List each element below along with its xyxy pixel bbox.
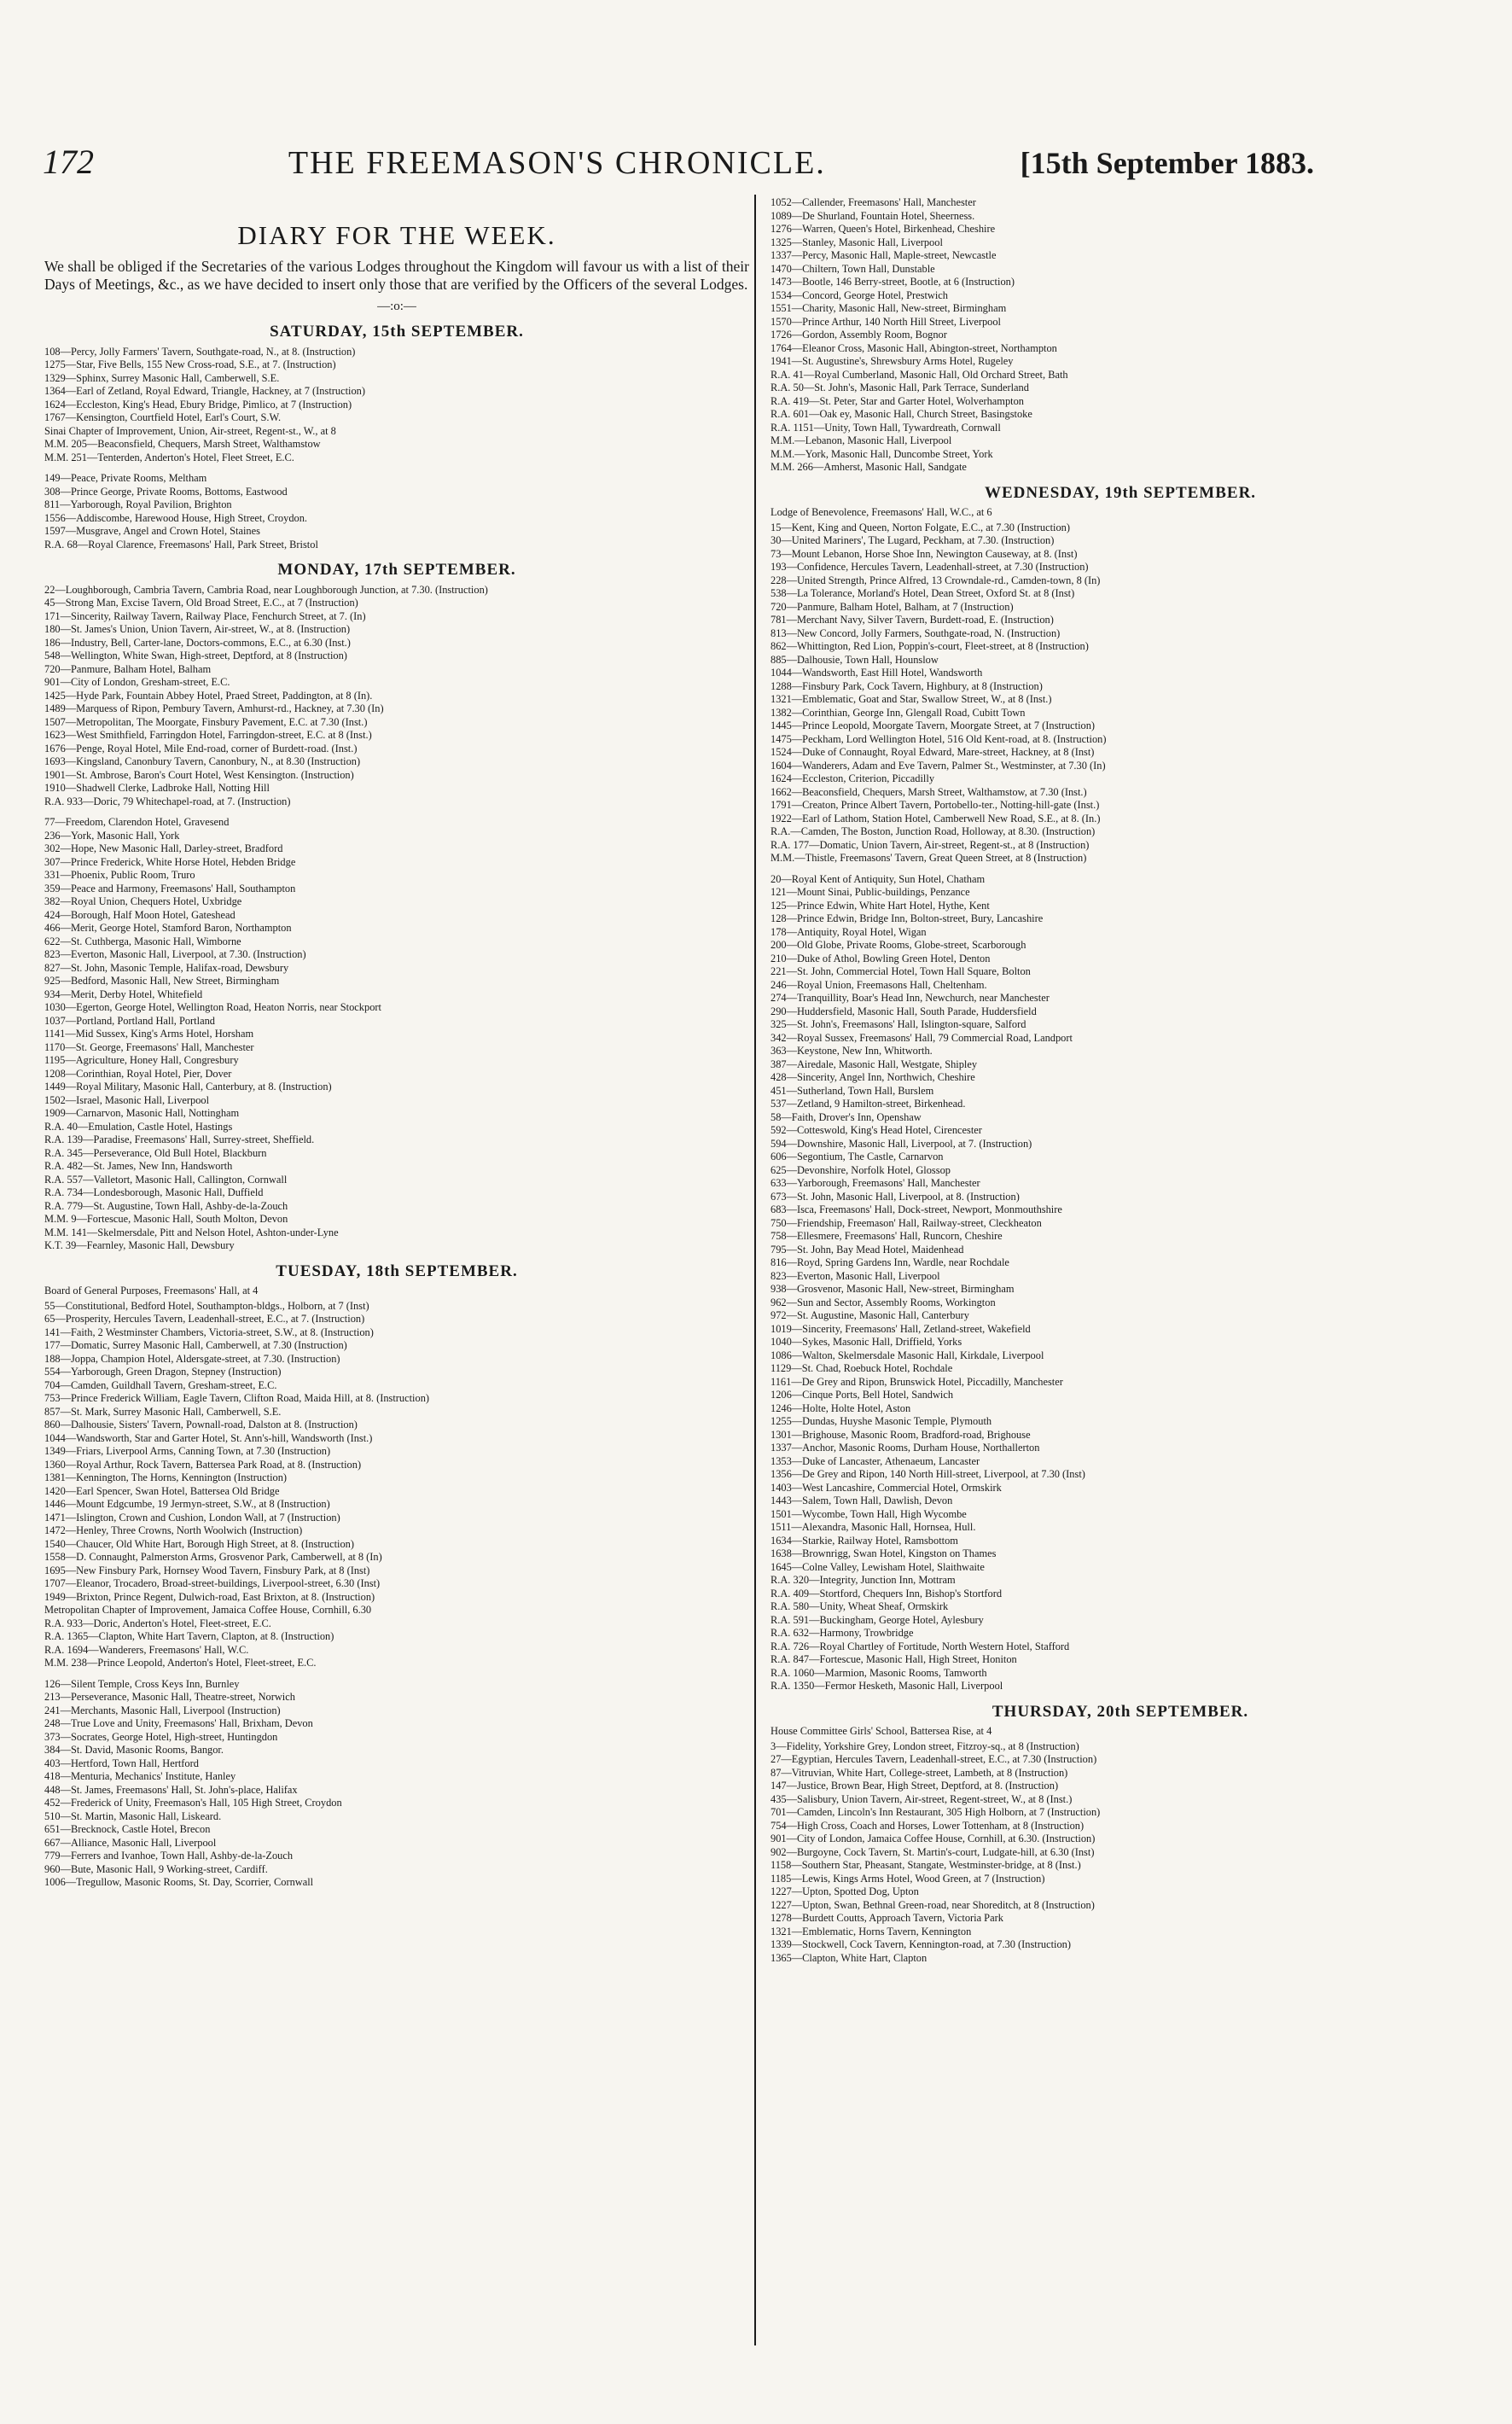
- lodge-entry: 466—Merit, George Hotel, Stamford Baron, Northampton: [44, 922, 292, 934]
- lodge-entry: 1909—Carnarvon, Masonic Hall, Nottingham: [44, 1107, 240, 1119]
- lodge-entry: 1339—Stockwell, Cock Tavern, Kennington-road, at 7.30 (Instruction): [771, 1938, 1071, 1950]
- lodge-entry: 1052—Callender, Freemasons' Hall, Manchester: [771, 196, 976, 208]
- lodge-entry: 1360—Royal Arthur, Rock Tavern, Battersea Park Road, at 8. (Instruction): [44, 1458, 362, 1471]
- lodge-entry: 1556—Addiscombe, Harewood House, High Street, Croydon.: [44, 511, 307, 524]
- lodge-entry: 1403—West Lancashire, Commercial Hotel, Ormskirk: [771, 1481, 1002, 1494]
- lodge-entry: R.A. 591—Buckingham, George Hotel, Aylesbury: [771, 1613, 984, 1626]
- separator: —:o:—: [377, 299, 416, 313]
- lodge-entry: 1227—Upton, Spotted Dog, Upton: [771, 1885, 919, 1897]
- lodge-entry: R.A. 50—St. John's, Masonic Hall, Park Terrace, Sunderland: [771, 382, 1029, 393]
- lodge-entry: M.M.—Lebanon, Masonic Hall, Liverpool: [771, 434, 952, 446]
- lodge-entry: R.A. 177—Domatic, Union Tavern, Air-street, Regent-st., at 8 (Instruction): [771, 838, 1090, 851]
- lodge-entry: 1337—Anchor, Masonic Rooms, Durham House, Northallerton: [771, 1442, 1040, 1454]
- page-header: [43, 142, 1314, 183]
- lodge-entry: 823—Everton, Masonic Hall, Liverpool: [771, 1269, 940, 1282]
- lodge-entry: R.A. 726—Royal Chartley of Fortitude, North Western Hotel, Stafford: [771, 1640, 1070, 1652]
- diary-intro: We shall be obliged if the Secretaries of the various Lodges throughout the Kingdom will favour us with a list of their Days of Meetings, &c., as we have decided to insert only those that are verified by the Officers of the several Lodges.: [44, 257, 749, 293]
- lodge-entry: 811—Yarborough, Royal Pavilion, Brighton: [44, 498, 232, 510]
- heading-tuesday: TUESDAY, 18th SEPTEMBER.: [276, 1262, 518, 1280]
- lodge-entry: M.M.—York, Masonic Hall, Duncombe Street, York: [771, 447, 993, 460]
- lodge-entry: 538—La Tolerance, Morland's Hotel, Dean Street, Oxford St. at 8 (Inst): [771, 587, 1075, 599]
- lodge-entry: 186—Industry, Bell, Carter-lane, Doctors-commons, E.C., at 6.30 (Inst.): [44, 636, 351, 649]
- lodge-entry: R.A. 779—St. Augustine, Town Hall, Ashby-de-la-Zouch: [44, 1199, 288, 1212]
- lodge-entry: 625—Devonshire, Norfolk Hotel, Glossop: [771, 1163, 951, 1176]
- lodge-entry: 827—St. John, Masonic Temple, Halifax-road, Dewsbury: [44, 961, 289, 974]
- lodge-entry: 667—Alliance, Masonic Hall, Liverpool: [44, 1836, 217, 1849]
- lodge-entry: 1472—Henley, Three Crowns, North Woolwich (Instruction): [44, 1524, 303, 1536]
- lodge-entry: M.M. 251—Tenterden, Anderton's Hotel, Fleet Street, E.C.: [44, 451, 294, 463]
- lodge-entry: 1922—Earl of Lathom, Station Hotel, Camberwell New Road, S.E., at 8. (In.): [771, 812, 1101, 825]
- lodge-entry: R.A. 139—Paradise, Freemasons' Hall, Surrey-street, Sheffield.: [44, 1133, 315, 1145]
- lodge-entry: 1540—Chaucer, Old White Hart, Borough High Street, at 8. (Instruction): [44, 1537, 355, 1550]
- issue-date: [15th September 1883.: [1020, 146, 1314, 180]
- lodge-entry: R.A. 40—Emulation, Castle Hotel, Hastings: [44, 1120, 233, 1133]
- lodge-entry: 1208—Corinthian, Royal Hotel, Pier, Dover: [44, 1067, 232, 1080]
- lodge-entry: 795—St. John, Bay Mead Hotel, Maidenhead: [771, 1243, 964, 1256]
- saturday-entries: [44, 346, 749, 552]
- lodge-entry: 1019—Sincerity, Freemasons' Hall, Zetland-street, Wakefield: [771, 1322, 1031, 1335]
- lodge-entry: 701—Camden, Lincoln's Inn Restaurant, 305 High Holborn, at 7 (Instruction): [771, 1806, 1101, 1818]
- lodge-entry: 147—Justice, Brown Bear, High Street, Deptford, at 8. (Instruction): [771, 1780, 1059, 1792]
- masthead-title: THE FREEMASON'S CHRONICLE.: [288, 145, 826, 181]
- lodge-entry: R.A. 557—Valletort, Masonic Hall, Callington, Cornwall: [44, 1173, 288, 1186]
- lodge-entry: 554—Yarborough, Green Dragon, Stepney (Instruction): [44, 1366, 282, 1378]
- lodge-entry: 126—Silent Temple, Cross Keys Inn, Burnley: [44, 1677, 240, 1690]
- lodge-entry: 1475—Peckham, Lord Wellington Hotel, 516 Old Kent-road, at 8. (Instruction): [771, 732, 1107, 745]
- lodge-entry: 1443—Salem, Town Hall, Dawlish, Devon: [771, 1495, 953, 1506]
- lodge-entry: 1329—Sphinx, Surrey Masonic Hall, Camberwell, S.E.: [44, 371, 280, 384]
- lodge-entry: 73—Mount Lebanon, Horse Shoe Inn, Newington Causeway, at 8. (Inst): [771, 547, 1078, 560]
- lodge-entry: 1662—Beaconsfield, Chequers, Marsh Street, Walthamstow, at 7.30 (Inst.): [771, 785, 1087, 798]
- lodge-entry: R.A. 1694—Wanderers, Freemasons' Hall, W.C.: [44, 1643, 249, 1656]
- wednesday-preamble: Lodge of Benevolence, Freemasons' Hall, W.C., at 6: [771, 506, 992, 518]
- lodge-entry: R.A. 1365—Clapton, White Hart Tavern, Clapton, at 8. (Instruction): [44, 1630, 334, 1642]
- lodge-entry: 331—Phoenix, Public Room, Truro: [44, 869, 195, 881]
- lodge-entry: 418—Menturia, Mechanics' Institute, Hanley: [44, 1770, 236, 1782]
- lodge-entry: M.M. 266—Amherst, Masonic Hall, Sandgate: [771, 461, 967, 473]
- lodge-entry: 221—St. John, Commercial Hotel, Town Hall Square, Bolton: [771, 965, 1031, 977]
- lodge-entry: 1446—Mount Edgcumbe, 19 Jermyn-street, S.W., at 8 (Instruction): [44, 1498, 330, 1510]
- lodge-entry: M.M. 205—Beaconsfield, Chequers, Marsh Street, Walthamstow: [44, 438, 321, 450]
- lodge-entry: 435—Salisbury, Union Tavern, Air-street, Regent-street, W., at 8 (Inst.): [771, 1792, 1073, 1805]
- lodge-entry: 1365—Clapton, White Hart, Clapton: [771, 1951, 928, 1964]
- lodge-entry: 720—Panmure, Balham Hotel, Balham, at 7 (Instruction): [771, 600, 1014, 613]
- lodge-entry: 363—Keystone, New Inn, Whitworth.: [771, 1045, 933, 1057]
- lodge-entry: 1634—Starkie, Railway Hotel, Ramsbottom: [771, 1534, 958, 1547]
- heading-thursday: THURSDAY, 20th SEPTEMBER.: [992, 1702, 1249, 1721]
- lodge-entry: 1030—Egerton, George Hotel, Wellington Road, Heaton Norris, near Stockport: [44, 1001, 381, 1013]
- lodge-entry: 1321—Emblematic, Horns Tavern, Kennington: [771, 1925, 972, 1937]
- spacer: [44, 808, 749, 816]
- lodge-entry: R.A. 409—Stortford, Chequers Inn, Bishop's Stortford: [771, 1587, 1003, 1599]
- lodge-entry: 1511—Alexandra, Masonic Hall, Hornsea, Hull.: [771, 1521, 976, 1533]
- lodge-entry: 1791—Creaton, Prince Albert Tavern, Portobello-ter., Notting-hill-gate (Inst.): [771, 799, 1100, 811]
- lodge-entry: 548—Wellington, White Swan, High-street, Deptford, at 8 (Instruction): [44, 650, 347, 661]
- lodge-entry: 885—Dalhousie, Town Hall, Hounslow: [771, 653, 939, 666]
- lodge-entry: 236—York, Masonic Hall, York: [44, 829, 180, 842]
- lodge-entry: 750—Friendship, Freemason' Hall, Railway-street, Cleckheaton: [771, 1216, 1042, 1229]
- lodge-entry: 1570—Prince Arthur, 140 North Hill Street, Liverpool: [771, 315, 1001, 328]
- lodge-entry: 1044—Wandsworth, East Hill Hotel, Wandsworth: [771, 667, 983, 679]
- lodge-entry: 15—Kent, King and Queen, Norton Folgate, E.C., at 7.30 (Instruction): [771, 521, 1071, 533]
- lodge-entry: R.A.—Camden, The Boston, Junction Road, Holloway, at 8.30. (Instruction): [771, 825, 1096, 837]
- lodge-entry: 1449—Royal Military, Masonic Hall, Canterbury, at 8. (Instruction): [44, 1081, 332, 1093]
- lodge-entry: 860—Dalhousie, Sisters' Tavern, Pownall-road, Dalston at 8. (Instruction): [44, 1419, 358, 1431]
- lodge-entry: 1949—Brixton, Prince Regent, Dulwich-road, East Brixton, at 8. (Instruction): [44, 1590, 375, 1603]
- lodge-entry: 177—Domatic, Surrey Masonic Hall, Camberwell, at 7.30 (Instruction): [44, 1339, 347, 1351]
- lodge-entry: R.A. 345—Perseverance, Old Bull Hotel, Blackburn: [44, 1146, 267, 1159]
- lodge-entry: 651—Brecknock, Castle Hotel, Brecon: [44, 1823, 211, 1835]
- heading-wednesday: WEDNESDAY, 19th SEPTEMBER.: [984, 483, 1257, 502]
- lodge-entry: 1301—Brighouse, Masonic Room, Bradford-road, Brighouse: [771, 1428, 1031, 1441]
- lodge-entry: 1501—Wycombe, Town Hall, High Wycombe: [771, 1507, 967, 1520]
- lodge-entry: M.M. 141—Skelmersdale, Pitt and Nelson Hotel, Ashton-under-Lyne: [44, 1226, 339, 1238]
- lodge-entry: 193—Confidence, Hercules Tavern, Leadenhall-street, at 7.30 (Instruction): [771, 561, 1089, 573]
- lodge-entry: 1507—Metropolitan, The Moorgate, Finsbury Pavement, E.C. at 7.30 (Inst.): [44, 715, 368, 728]
- lodge-entry: 55—Constitutional, Bedford Hotel, Southampton-bldgs., Holborn, at 7 (Inst): [44, 1299, 369, 1312]
- right-column: [771, 196, 1470, 1965]
- lodge-entry: 448—St. James, Freemasons' Hall, St. John's-place, Halifax: [44, 1783, 298, 1796]
- lodge-entry: K.T. 39—Fearnley, Masonic Hall, Dewsbury: [44, 1239, 235, 1251]
- lodge-entry: 683—Isca, Freemasons' Hall, Dock-street, Newport, Monmouthshire: [771, 1203, 1062, 1215]
- lodge-entry: 823—Everton, Masonic Hall, Liverpool, at 7.30. (Instruction): [44, 948, 306, 960]
- lodge-entry: 962—Sun and Sector, Assembly Rooms, Workington: [771, 1296, 996, 1308]
- lodge-entry: 1910—Shadwell Clerke, Ladbroke Hall, Notting Hill: [44, 782, 270, 794]
- lodge-entry: 248—True Love and Unity, Freemasons' Hall, Brixham, Devon: [44, 1717, 313, 1729]
- page-number: 172: [43, 143, 94, 181]
- wednesday-entries: [771, 522, 1470, 1693]
- lodge-entry: 1638—Brownrigg, Swan Hotel, Kingston on Thames: [771, 1547, 997, 1559]
- monday-entries: [44, 584, 749, 1253]
- lodge-entry: 1089—De Shurland, Fountain Hotel, Sheerness.: [771, 209, 975, 222]
- lodge-entry: 781—Merchant Navy, Silver Tavern, Burdett-road, E. (Instruction): [771, 614, 1054, 626]
- lodge-entry: 1420—Earl Spencer, Swan Hotel, Battersea Old Bridge: [44, 1484, 280, 1497]
- lodge-entry: 1693—Kingsland, Canonbury Tavern, Canonbury, N., at 8.30 (Instruction): [44, 755, 361, 767]
- lodge-entry: 20—Royal Kent of Antiquity, Sun Hotel, Chatham: [771, 872, 986, 885]
- lodge-entry: 188—Joppa, Champion Hotel, Aldersgate-street, at 7.30. (Instruction): [44, 1352, 340, 1365]
- lodge-entry: 1489—Marquess of Ripon, Pembury Tavern, Amhurst-rd., Hackney, at 7.30 (In): [44, 702, 384, 714]
- lodge-entry: 857—St. Mark, Surrey Masonic Hall, Camberwell, S.E.: [44, 1405, 282, 1418]
- lodge-entry: 1278—Burdett Coutts, Approach Tavern, Victoria Park: [771, 1912, 1003, 1924]
- lodge-entry: 753—Prince Frederick William, Eagle Tavern, Clifton Road, Maida Hill, at 8. (Instruction): [44, 1392, 430, 1404]
- lodge-entry: R.A. 601—Oak ey, Masonic Hall, Church Street, Basingstoke: [771, 408, 1032, 420]
- lodge-entry: 290—Huddersfield, Masonic Hall, South Parade, Huddersfield: [771, 1005, 1037, 1017]
- lodge-entry: 387—Airedale, Masonic Hall, Westgate, Shipley: [771, 1058, 978, 1070]
- lodge-entry: 178—Antiquity, Royal Hotel, Wigan: [771, 925, 927, 938]
- lodge-entry: 960—Bute, Masonic Hall, 9 Working-street, Cardiff.: [44, 1862, 268, 1875]
- lodge-entry: 901—City of London, Jamaica Coffee House, Cornhill, at 6.30. (Instruction): [771, 1833, 1096, 1844]
- lodge-entry: 704—Camden, Guildhall Tavern, Gresham-street, E.C.: [44, 1378, 277, 1391]
- lodge-entry: 325—St. John's, Freemasons' Hall, Islington-square, Salford: [771, 1018, 1026, 1030]
- lodge-entry: 1356—De Grey and Ripon, 140 North Hill-street, Liverpool, at 7.30 (Inst): [771, 1468, 1085, 1480]
- lodge-entry: R.A. 933—Doric, 79 Whitechapel-road, at 7. (Instruction): [44, 795, 291, 807]
- column-divider: [754, 195, 756, 2345]
- lodge-entry: 200—Old Globe, Private Rooms, Globe-street, Scarborough: [771, 939, 1026, 951]
- lodge-entry: 1445—Prince Leopold, Moorgate Tavern, Moorgate Street, at 7 (Instruction): [771, 720, 1096, 731]
- lodge-entry: R.A. 419—St. Peter, Star and Garter Hotel, Wolverhampton: [771, 394, 1024, 407]
- lodge-entry: R.A. 1350—Fermor Hesketh, Masonic Hall, Liverpool: [771, 1680, 1003, 1692]
- lodge-entry: R.A. 1151—Unity, Town Hall, Tywardreath, Cornwall: [771, 421, 1001, 434]
- lodge-entry: 1037—Portland, Portland Hall, Portland: [44, 1014, 215, 1027]
- diary-title: DIARY FOR THE WEEK.: [237, 220, 556, 250]
- lodge-entry: 1707—Eleanor, Trocadero, Broad-street-buildings, Liverpool-street, 6.30 (Inst): [44, 1577, 381, 1589]
- lodge-entry: 1337—Percy, Masonic Hall, Maple-street, Newcastle: [771, 249, 997, 261]
- lodge-entry: 816—Royd, Spring Gardens Inn, Wardle, near Rochdale: [771, 1256, 1009, 1268]
- thursday-preamble: House Committee Girls' School, Battersea Rise, at 4: [771, 1725, 992, 1737]
- lodge-entry: 27—Egyptian, Hercules Tavern, Leadenhall-street, E.C., at 7.30 (Instruction): [771, 1753, 1097, 1765]
- lodge-entry: 1381—Kennington, The Horns, Kennington (Instruction): [44, 1471, 288, 1483]
- lodge-entry: 1040—Sykes, Masonic Hall, Driffield, Yorks: [771, 1336, 962, 1348]
- lodge-entry: 246—Royal Union, Freemasons Hall, Cheltenham.: [771, 978, 987, 991]
- lodge-entry: 901—City of London, Gresham-street, E.C.: [44, 676, 230, 688]
- lodge-entry: 1470—Chiltern, Town Hall, Dunstable: [771, 262, 935, 275]
- spacer: [771, 865, 1470, 873]
- lodge-entry: 1353—Duke of Lancaster, Athenaeum, Lancaster: [771, 1454, 980, 1467]
- lodge-entry: 1185—Lewis, Kings Arms Hotel, Wood Green, at 7 (Instruction): [771, 1872, 1045, 1885]
- lodge-entry: 428—Sincerity, Angel Inn, Northwich, Cheshire: [771, 1071, 975, 1083]
- lodge-entry: 241—Merchants, Masonic Hall, Liverpool (Instruction): [44, 1704, 281, 1716]
- lodge-entry: 754—High Cross, Coach and Horses, Lower Tottenham, at 8 (Instruction): [771, 1819, 1085, 1832]
- lodge-entry: R.A. 1060—Marmion, Masonic Rooms, Tamworth: [771, 1666, 987, 1679]
- heading-saturday: SATURDAY, 15th SEPTEMBER.: [270, 323, 524, 341]
- lodge-entry: 1227—Upton, Swan, Bethnal Green-road, near Shoreditch, at 8 (Instruction): [771, 1898, 1095, 1911]
- lodge-entry: 171—Sincerity, Railway Tavern, Railway Place, Fenchurch Street, at 7. (In): [44, 609, 366, 622]
- lodge-entry: 813—New Concord, Jolly Farmers, Southgate-road, N. (Instruction): [771, 626, 1061, 639]
- lodge-entry: 87—Vitruvian, White Hart, College-street, Lambeth, at 8 (Instruction): [771, 1766, 1068, 1779]
- lodge-entry: 1086—Walton, Skelmersdale Masonic Hall, Kirkdale, Liverpool: [771, 1349, 1044, 1361]
- lodge-entry: R.A. 847—Fortescue, Masonic Hall, High Street, Honiton: [771, 1653, 1017, 1665]
- lodge-entry: 1901—St. Ambrose, Baron's Court Hotel, West Kensington. (Instruction): [44, 768, 354, 781]
- lodge-entry: 58—Faith, Drover's Inn, Openshaw: [771, 1110, 922, 1123]
- left-column: [44, 198, 749, 1890]
- lodge-entry: 1195—Agriculture, Honey Hall, Congresbury: [44, 1054, 239, 1066]
- lodge-entry: 307—Prince Frederick, White Horse Hotel, Hebden Bridge: [44, 855, 296, 868]
- lodge-entry: 1382—Corinthian, George Inn, Glengall Road, Cubitt Town: [771, 706, 1026, 719]
- lodge-entry: 1288—Finsbury Park, Cock Tavern, Highbury, at 8 (Instruction): [771, 679, 1043, 692]
- lodge-entry: 862—Whittington, Red Lion, Poppin's-court, Fleet-street, at 8 (Instruction): [771, 640, 1089, 652]
- lodge-entry: 1551—Charity, Masonic Hall, New-street, Birmingham: [771, 302, 1007, 314]
- tuesday-continued-entries: [771, 196, 1470, 475]
- lodge-entry: 403—Hertford, Town Hall, Hertford: [44, 1757, 199, 1769]
- lodge-entry: 1206—Cinque Ports, Bell Hotel, Sandwich: [771, 1389, 954, 1401]
- lodge-entry: 1158—Southern Star, Pheasant, Stangate, Westminster-bridge, at 8 (Inst.): [771, 1859, 1081, 1871]
- lodge-entry: 451—Sutherland, Town Hall, Burslem: [771, 1084, 934, 1097]
- lodge-entry: 1246—Holte, Holte Hotel, Aston: [771, 1401, 911, 1414]
- lodge-entry: 1276—Warren, Queen's Hotel, Birkenhead, Cheshire: [771, 223, 996, 235]
- lodge-entry: 359—Peace and Harmony, Freemasons' Hall, Southampton: [44, 882, 296, 894]
- lodge-entry: 384—St. David, Masonic Rooms, Bangor.: [44, 1744, 224, 1756]
- heading-monday: MONDAY, 17th SEPTEMBER.: [277, 561, 516, 579]
- lodge-entry: 149—Peace, Private Rooms, Meltham: [44, 472, 207, 484]
- lodge-entry: 1275—Star, Five Bells, 155 New Cross-road, S.E., at 7. (Instruction): [44, 358, 336, 370]
- lodge-entry: 180—St. James's Union, Union Tavern, Air-street, W., at 8. (Instruction): [44, 623, 351, 635]
- tuesday-entries: [44, 1300, 749, 1890]
- lodge-entry: 274—Tranquillity, Boar's Head Inn, Newchurch, near Manchester: [771, 992, 1050, 1004]
- lodge-entry: 1623—West Smithfield, Farringdon Hotel, Farringdon-street, E.C. at 8 (Inst.): [44, 729, 372, 741]
- lodge-entry: 210—Duke of Athol, Bowling Green Hotel, Denton: [771, 952, 991, 964]
- lodge-entry: 373—Socrates, George Hotel, High-street, Huntingdon: [44, 1730, 278, 1743]
- lodge-entry: R.A. 632—Harmony, Trowbridge: [771, 1627, 914, 1639]
- lodge-entry: 633—Yarborough, Freemasons' Hall, Manchester: [771, 1177, 980, 1189]
- lodge-entry: 382—Royal Union, Chequers Hotel, Uxbridge: [44, 895, 242, 907]
- lodge-entry: 125—Prince Edwin, White Hart Hotel, Hythe, Kent: [771, 899, 990, 912]
- lodge-entry: R.A. 933—Doric, Anderton's Hotel, Fleet-street, E.C.: [44, 1617, 271, 1629]
- lodge-entry: 1006—Tregullow, Masonic Rooms, St. Day, Scorrier, Cornwall: [44, 1876, 314, 1888]
- lodge-entry: 594—Downshire, Masonic Hall, Liverpool, at 7. (Instruction): [771, 1137, 1032, 1150]
- lodge-entry: 213—Perseverance, Masonic Hall, Theatre-street, Norwich: [44, 1691, 295, 1703]
- lodge-entry: 1695—New Finsbury Park, Hornsey Wood Tavern, Finsbury Park, at 8 (Inst): [44, 1564, 370, 1576]
- lodge-entry: 1764—Eleanor Cross, Masonic Hall, Abington-street, Northampton: [771, 341, 1057, 354]
- lodge-entry: 141—Faith, 2 Westminster Chambers, Victoria-street, S.W., at 8. (Instruction): [44, 1326, 374, 1338]
- lodge-entry: 938—Grosvenor, Masonic Hall, New-street, Birmingham: [771, 1283, 1015, 1295]
- thursday-entries: [771, 1740, 1470, 1966]
- lodge-entry: 758—Ellesmere, Freemasons' Hall, Runcorn, Cheshire: [771, 1230, 1003, 1242]
- lodge-entry: 1597—Musgrave, Angel and Crown Hotel, Staines: [44, 525, 260, 537]
- lodge-entry: 1624—Eccleston, King's Head, Ebury Bridge, Pimlico, at 7 (Instruction): [44, 398, 352, 411]
- lodge-entry: 622—St. Cuthberga, Masonic Hall, Wimborne: [44, 935, 241, 947]
- lodge-entry: 1473—Bootle, 146 Berry-street, Bootle, at 6 (Instruction): [771, 276, 1015, 288]
- lodge-entry: 1767—Kensington, Courtfield Hotel, Earl's Court, S.W.: [44, 411, 282, 423]
- lodge-entry: R.A. 482—St. James, New Inn, Handsworth: [44, 1160, 233, 1172]
- lodge-entry: 673—St. John, Masonic Hall, Liverpool, at 8. (Instruction): [771, 1190, 1020, 1203]
- lodge-entry: 779—Ferrers and Ivanhoe, Town Hall, Ashby-de-la-Zouch: [44, 1850, 294, 1862]
- lodge-entry: 1349—Friars, Liverpool Arms, Canning Town, at 7.30 (Instruction): [44, 1445, 331, 1457]
- lodge-entry: 1129—St. Chad, Roebuck Hotel, Rochdale: [771, 1362, 953, 1374]
- lodge-entry: 1364—Earl of Zetland, Royal Edward, Triangle, Hackney, at 7 (Instruction): [44, 385, 365, 397]
- lodge-entry: 108—Percy, Jolly Farmers' Tavern, Southgate-road, N., at 8. (Instruction): [44, 345, 356, 358]
- lodge-entry: 1604—Wanderers, Adam and Eve Tavern, Palmer St., Westminster, at 7.30 (In): [771, 759, 1106, 772]
- lodge-entry: 452—Frederick of Unity, Freemason's Hall, 105 High Street, Croydon: [44, 1797, 342, 1809]
- lodge-entry: 537—Zetland, 9 Hamilton-street, Birkenhead.: [771, 1098, 966, 1110]
- lodge-entry: 424—Borough, Half Moon Hotel, Gateshead: [44, 908, 236, 921]
- lodge-entry: 3—Fidelity, Yorkshire Grey, London street, Fitzroy-sq., at 8 (Instruction): [771, 1739, 1079, 1752]
- lodge-entry: Sinai Chapter of Improvement, Union, Air-street, Regent-st., W., at 8: [44, 424, 336, 437]
- lodge-entry: 606—Segontium, The Castle, Carnarvon: [771, 1151, 944, 1162]
- lodge-entry: R.A. 734—Londesborough, Masonic Hall, Duffield: [44, 1186, 264, 1198]
- lodge-entry: 720—Panmure, Balham Hotel, Balham: [44, 662, 212, 675]
- lodge-entry: 77—Freedom, Clarendon Hotel, Gravesend: [44, 816, 230, 828]
- lodge-entry: R.A. 41—Royal Cumberland, Masonic Hall, Old Orchard Street, Bath: [771, 368, 1068, 381]
- lodge-entry: M.M.—Thistle, Freemasons' Tavern, Great Queen Street, at 8 (Instruction): [771, 852, 1087, 864]
- lodge-entry: 925—Bedford, Masonic Hall, New Street, Birmingham: [44, 975, 280, 987]
- lodge-entry: 1161—De Grey and Ripon, Brunswick Hotel, Piccadilly, Manchester: [771, 1375, 1063, 1388]
- lodge-entry: 510—St. Martin, Masonic Hall, Liskeard.: [44, 1809, 222, 1822]
- lodge-entry: 1502—Israel, Masonic Hall, Liverpool: [44, 1093, 210, 1106]
- lodge-entry: 302—Hope, New Masonic Hall, Darley-street, Bradford: [44, 842, 283, 854]
- lodge-entry: 30—United Mariners', The Lugard, Peckham, at 7.30. (Instruction): [771, 534, 1055, 546]
- lodge-entry: 45—Strong Man, Excise Tavern, Old Broad Street, E.C., at 7 (Instruction): [44, 597, 358, 609]
- lodge-entry: 1170—St. George, Freemasons' Hall, Manchester: [44, 1040, 254, 1053]
- lodge-entry: R.A. 68—Royal Clarence, Freemasons' Hall, Park Street, Bristol: [44, 538, 318, 551]
- lodge-entry: 65—Prosperity, Hercules Tavern, Leadenhall-street, E.C., at 7. (Instruction): [44, 1313, 365, 1325]
- lodge-entry: 1044—Wandsworth, Star and Garter Hotel, St. Ann's-hill, Wandsworth (Inst.): [44, 1431, 373, 1444]
- lodge-entry: 342—Royal Sussex, Freemasons' Hall, 79 Commercial Road, Landport: [771, 1031, 1073, 1044]
- tuesday-preamble: Board of General Purposes, Freemasons' Hall, at 4: [44, 1285, 259, 1296]
- lodge-entry: R.A. 580—Unity, Wheat Sheaf, Ormskirk: [771, 1600, 949, 1612]
- lodge-entry: 1141—Mid Sussex, King's Arms Hotel, Horsham: [44, 1028, 254, 1040]
- lodge-entry: M.M. 238—Prince Leopold, Anderton's Hotel, Fleet-street, E.C.: [44, 1657, 317, 1669]
- lodge-entry: 1255—Dundas, Huyshe Masonic Temple, Plymouth: [771, 1415, 992, 1427]
- lodge-entry: 1425—Hyde Park, Fountain Abbey Hotel, Praed Street, Paddington, at 8 (In).: [44, 689, 373, 702]
- spacer: [44, 464, 749, 472]
- lodge-entry: 1645—Colne Valley, Lewisham Hotel, Slaithwaite: [771, 1560, 985, 1573]
- lodge-entry: 121—Mount Sinai, Public-buildings, Penzance: [771, 886, 970, 898]
- lodge-entry: 1558—D. Connaught, Palmerston Arms, Grosvenor Park, Camberwell, at 8 (In): [44, 1551, 382, 1563]
- lodge-entry: 1941—St. Augustine's, Shrewsbury Arms Hotel, Rugeley: [771, 355, 1014, 367]
- lodge-entry: 1676—Penge, Royal Hotel, Mile End-road, corner of Burdett-road. (Inst.): [44, 742, 358, 755]
- lodge-entry: R.A. 320—Integrity, Junction Inn, Mottram: [771, 1574, 956, 1586]
- lodge-entry: 1524—Duke of Connaught, Royal Edward, Mare-street, Hackney, at 8 (Inst): [771, 746, 1095, 758]
- lodge-entry: Metropolitan Chapter of Improvement, Jamaica Coffee House, Cornhill, 6.30: [44, 1604, 372, 1616]
- lodge-entry: 1325—Stanley, Masonic Hall, Liverpool: [771, 236, 943, 248]
- lodge-entry: 1534—Concord, George Hotel, Prestwich: [771, 288, 948, 301]
- lodge-entry: 902—Burgoyne, Cock Tavern, St. Martin's-court, Ludgate-hill, at 6.30 (Inst): [771, 1845, 1095, 1858]
- lodge-entry: 972—St. Augustine, Masonic Hall, Canterbury: [771, 1309, 969, 1321]
- lodge-entry: 1471—Islington, Crown and Cushion, London Wall, at 7 (Instruction): [44, 1511, 340, 1524]
- lodge-entry: 592—Cotteswold, King's Head Hotel, Cirencester: [771, 1124, 982, 1136]
- spacer: [44, 1670, 749, 1678]
- lodge-entry: 128—Prince Edwin, Bridge Inn, Bolton-street, Bury, Lancashire: [771, 912, 1044, 924]
- lodge-entry: 1624—Eccleston, Criterion, Piccadilly: [771, 772, 935, 784]
- lodge-entry: 308—Prince George, Private Rooms, Bottoms, Eastwood: [44, 485, 288, 498]
- lodge-entry: M.M. 9—Fortescue, Masonic Hall, South Molton, Devon: [44, 1213, 288, 1225]
- lodge-entry: 1321—Emblematic, Goat and Star, Swallow Street, W., at 8 (Inst.): [771, 693, 1052, 705]
- lodge-entry: 1726—Gordon, Assembly Room, Bognor: [771, 329, 947, 341]
- lodge-entry: 228—United Strength, Prince Alfred, 13 Crowndale-rd., Camden-town, 8 (In): [771, 574, 1101, 586]
- lodge-entry: 22—Loughborough, Cambria Tavern, Cambria Road, near Loughborough Junction, at 7.30. (Instruction): [44, 583, 488, 596]
- lodge-entry: 934—Merit, Derby Hotel, Whitefield: [44, 988, 203, 1000]
